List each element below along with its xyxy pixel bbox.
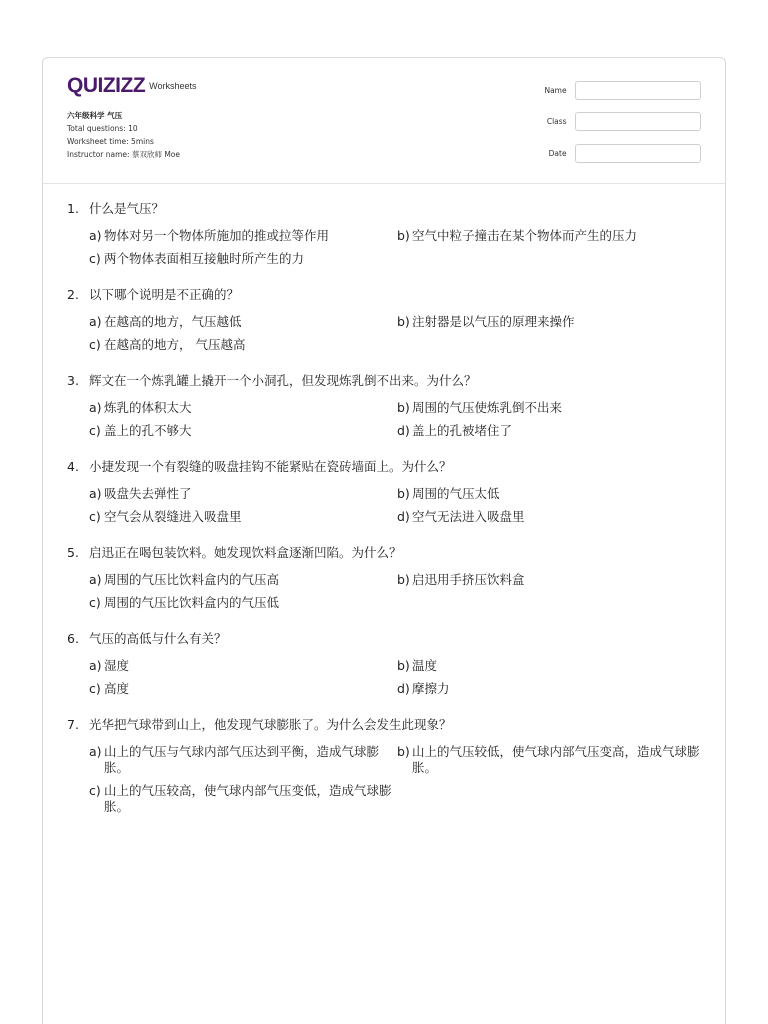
date-field[interactable] [575,144,701,163]
question-text: 启迅正在喝包装饮料。她发现饮料盒逐渐凹陷。为什么？ [89,545,402,560]
worksheet-meta [67,109,180,161]
instructor-name: Instructor name: 蔡双欣师 Moe [67,150,181,159]
answer-option[interactable] [397,509,705,525]
option-letter: d) [397,681,410,696]
answer-option[interactable] [89,400,397,416]
answer-option[interactable] [397,314,705,330]
question-number: 4. [67,459,79,474]
question-2 [67,286,707,353]
answer-option[interactable] [89,509,397,525]
answer-option[interactable] [397,486,705,502]
option-letter: a) [89,228,102,243]
answer-options [89,228,707,267]
answer-option[interactable] [397,228,705,244]
answer-option[interactable] [397,572,705,588]
option-text: 两个物体表面相互接触时所产生的力 [104,251,305,266]
worksheet-page [42,57,726,1024]
option-letter: b) [397,228,410,243]
option-text: 空气中粒子撞击在某个物体而产生的压力 [412,228,638,243]
answer-option[interactable] [89,251,397,267]
question-number: 7. [67,717,79,732]
option-letter: c) [89,681,101,696]
option-text: 高度 [104,681,130,696]
student-fields [521,80,701,175]
answer-option[interactable] [89,783,397,815]
quizizz-logo: QUIZIZZ [67,74,146,97]
option-text: 摩擦力 [412,681,450,696]
question-stem [67,544,707,561]
answer-option[interactable] [89,486,397,502]
option-text: 周围的气压比饮料盒内的气压高 [104,572,280,587]
question-stem [67,458,707,475]
question-text: 小捷发现一个有裂缝的吸盘挂钩不能紧贴在瓷砖墙面上。为什么？ [89,459,452,474]
answer-options [89,572,707,611]
option-text: 盖上的孔不够大 [104,423,192,438]
answer-option[interactable] [397,658,705,674]
question-4 [67,458,707,525]
class-label: Class [546,117,567,126]
question-text: 气压的高低与什么有关？ [89,631,227,646]
total-questions: Total questions: 10 [67,124,138,133]
answer-option[interactable] [89,744,397,776]
answer-option[interactable] [89,658,397,674]
answer-option[interactable] [89,314,397,330]
option-letter: c) [89,423,101,438]
answer-option[interactable] [397,681,705,697]
answer-options [89,486,707,525]
logo-subtitle: Worksheets [149,81,197,91]
answer-option[interactable] [397,423,705,439]
option-text: 周围的气压比饮料盒内的气压低 [104,595,280,610]
answer-options [89,744,707,815]
answer-option[interactable] [89,681,397,697]
option-letter: b) [397,486,410,501]
option-letter: a) [89,314,102,329]
class-field-row [521,112,701,132]
question-stem [67,372,707,389]
question-stem [67,630,707,647]
worksheet-header [43,58,725,184]
answer-option[interactable] [397,744,705,776]
option-letter: c) [89,783,101,798]
option-letter: a) [89,572,102,587]
option-letter: c) [89,337,101,352]
option-text: 启迅用手挤压饮料盒 [412,572,525,587]
question-stem [67,716,707,733]
option-text: 盖上的孔被堵住了 [412,423,513,438]
answer-option[interactable] [89,228,397,244]
class-field[interactable] [575,112,701,131]
option-letter: a) [89,744,102,759]
option-text: 空气会从裂缝进入吸盘里 [104,509,242,524]
option-text: 炼乳的体积太大 [104,400,192,415]
option-text: 注射器是以气压的原理来操作 [412,314,575,329]
option-text: 山上的气压较低，使气球内部气压变高，造成气球膨胀。 [412,744,700,775]
option-text: 山上的气压与气球内部气压达到平衡，造成气球膨胀。 [104,744,380,775]
answer-option[interactable] [89,595,397,611]
question-text: 什么是气压？ [89,201,165,216]
question-text: 以下哪个说明是不正确的？ [89,287,240,302]
name-field[interactable] [575,81,701,100]
option-text: 在越高的地方， 气压越高 [104,337,246,352]
option-text: 物体对另一个物体所施加的推或拉等作用 [104,228,330,243]
option-text: 山上的气压较高，使气球内部气压变低，造成气球膨胀。 [104,783,392,814]
option-text: 空气无法进入吸盘里 [412,509,525,524]
question-6 [67,630,707,697]
option-letter: b) [397,744,410,759]
option-letter: a) [89,658,102,673]
option-letter: b) [397,400,410,415]
brand [67,74,197,98]
answer-options [89,314,707,353]
question-3 [67,372,707,439]
date-label: Date [548,148,567,158]
question-stem [67,200,707,217]
question-text: 光华把气球带到山上，他发现气球膨胀了。为什么会发生此现象？ [89,717,452,732]
question-1 [67,200,707,267]
question-7 [67,716,707,815]
answer-option[interactable] [89,572,397,588]
option-letter: b) [397,658,410,673]
question-number: 2. [67,287,79,302]
option-letter: a) [89,400,102,415]
option-text: 温度 [412,658,438,673]
question-5 [67,544,707,611]
question-list [67,200,707,834]
date-field-row [521,143,701,163]
option-text: 湿度 [104,658,130,673]
question-number: 1. [67,201,79,216]
answer-option[interactable] [89,337,397,353]
option-letter: d) [397,423,410,438]
question-number: 6. [67,631,79,646]
option-text: 周围的气压太低 [412,486,500,501]
option-letter: c) [89,595,101,610]
name-field-row [521,80,701,100]
answer-options [89,400,707,439]
option-text: 周围的气压使炼乳倒不出来 [412,400,563,415]
option-letter: c) [89,251,101,266]
answer-option[interactable] [397,400,705,416]
option-letter: c) [89,509,101,524]
option-text: 在越高的地方，气压越低 [104,314,242,329]
question-stem [67,286,707,303]
option-letter: a) [89,486,102,501]
option-letter: b) [397,314,410,329]
question-number: 3. [67,373,79,388]
option-text: 吸盘失去弹性了 [104,486,192,501]
worksheet-title: 六年级科学 气压 [67,111,123,120]
option-letter: d) [397,509,410,524]
answer-options [89,658,707,697]
name-label: Name [544,85,567,95]
question-number: 5. [67,545,79,560]
worksheet-time: Worksheet time: 5mins [67,137,154,146]
option-letter: b) [397,572,410,587]
answer-option[interactable] [89,423,397,439]
question-text: 辉文在一个炼乳罐上撬开一个小洞孔，但发现炼乳倒不出来。为什么？ [89,373,477,388]
